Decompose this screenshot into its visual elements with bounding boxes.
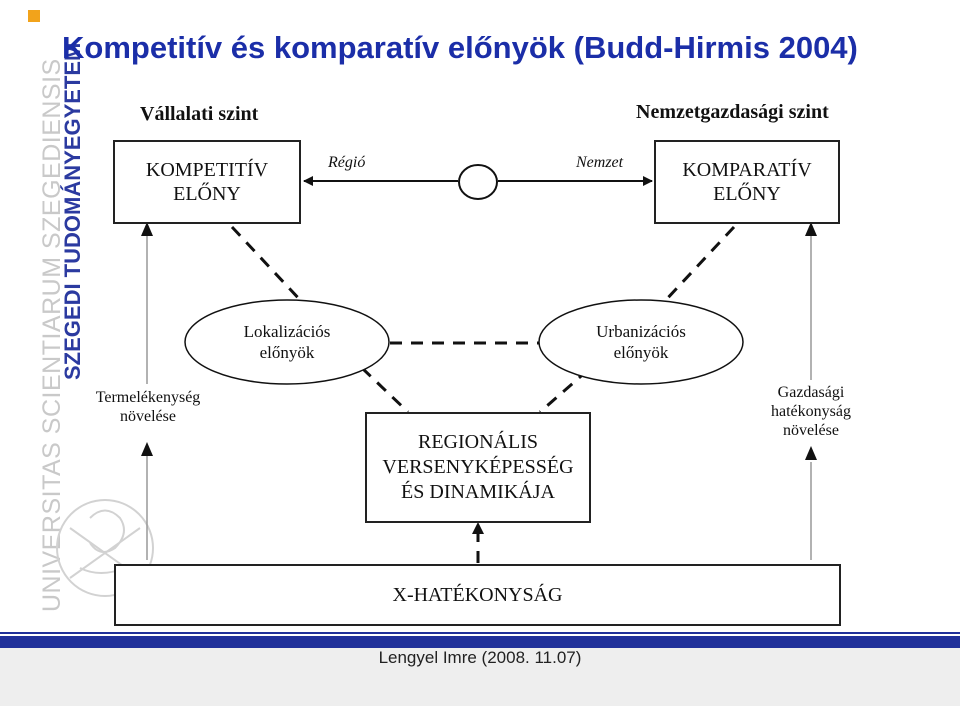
footer-divider-line <box>0 632 960 634</box>
slide-title: Kompetitív és komparatív előnyök (Budd-Hirmis 2004) <box>62 30 858 65</box>
economic-efficiency-text: Gazdasági hatékonyság növelése <box>771 384 851 439</box>
company-level-heading: Vállalati szint <box>140 103 259 125</box>
center-node <box>459 165 497 199</box>
urbanization-text: Urbanizációs előnyök <box>596 322 686 362</box>
footer-bar <box>0 636 960 648</box>
dash-localization-to-regional <box>362 368 408 412</box>
x-efficiency-text: X-HATÉKONYSÁG <box>392 584 563 606</box>
localization-text: Lokalizációs előnyök <box>243 322 331 362</box>
regional-competitiveness-box <box>365 412 591 523</box>
competitive-advantage-box <box>113 140 301 224</box>
nation-label: Nemzet <box>576 154 624 171</box>
productivity-text: Termelékenység növelése <box>95 389 201 425</box>
xeff-arrowhead <box>472 522 484 534</box>
regional-competitiveness-text: REGIONÁLIS VERSENYKÉPESSÉG ÉS DINAMIKÁJA <box>382 431 574 503</box>
footer-author-date: Lengyel Imre (2008. 11.07) <box>378 648 582 667</box>
university-hungarian-name: SZEGEDI TUDOMÁNYEGYETEM <box>60 42 85 380</box>
comparative-advantage-text: KOMPARATÍV ELŐNY <box>682 159 812 205</box>
national-level-heading: Nemzetgazdasági szint <box>636 101 829 123</box>
comparative-advantage-box <box>654 140 840 224</box>
competitive-advantage-text: KOMPETITÍV ELŐNY <box>145 159 269 205</box>
dash-comparative-to-urbanization <box>664 227 734 302</box>
region-label: Régió <box>328 154 366 171</box>
x-efficiency-box <box>114 564 841 626</box>
university-latin-text: UNIVERSITAS SCIENTIARUM SZEGEDIENSIS <box>38 58 66 612</box>
dash-competitive-to-localization <box>232 227 302 302</box>
